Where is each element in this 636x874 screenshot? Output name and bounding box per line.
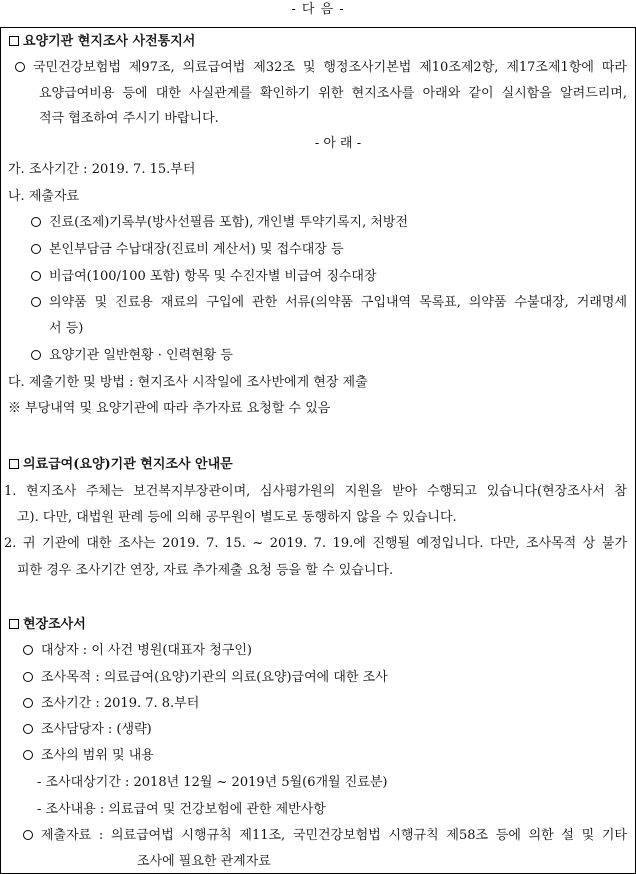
circle-bullet-icon	[31, 217, 41, 227]
list-item	[31, 265, 635, 289]
section-heading-field-survey	[9, 613, 635, 637]
intro-line-2: 요양급여비용 등에 대한 사실관계를 확인하기 위한 현지조사를 아래와 같이 실시함을 알려드리며,	[39, 86, 627, 101]
list-item-text: 제출자료 : 의료급여법 시행규칙 제11조, 국민건강보험법 시행규칙 제58조 등에 의한 설 및 기타	[41, 828, 627, 843]
list-item	[23, 639, 635, 663]
list-item	[23, 692, 635, 716]
list-item	[23, 744, 635, 768]
section-title: 요양기관 현지조사 사전통지서	[23, 34, 196, 49]
list-item-text: 본인부담금 수납대장(진료비 계산서) 및 접수대장 등	[49, 242, 344, 257]
period-line: 가. 조사기간 : 2019. 7. 15.부터	[8, 162, 196, 177]
guide-line-4: 피한 경우 조사기간 연장, 자료 추가제출 요청 등을 할 수 있습니다.	[17, 563, 394, 578]
intro-text: 국민건강보험법 제97조, 의료급여법 제32조 및 행정조사기본법 제10조제2항, 제17조제1항에 따라	[33, 60, 627, 75]
guide-line-1: 1. 현지조사 주체는 보건복지부장관이며, 심사평가원의 지원을 받아 수행되고 있습니다(현장조사서 참	[4, 484, 627, 499]
list-item-continuation: 서 등)	[49, 321, 84, 336]
intro-line-1	[15, 56, 627, 80]
arae-label: - 아 래 -	[314, 136, 362, 151]
list-item-text: 조사담당자 : (생략)	[41, 722, 152, 737]
list-item-text: 의약품 및 진료용 재료의 구입에 관한 서류(의약품 구입내역 목록표, 의약품 수불대장, 거래명세	[49, 295, 627, 310]
circle-bullet-icon	[31, 350, 41, 360]
scope-content-line: - 조사내용 : 의료급여 및 건강보험에 관한 제반사항	[37, 802, 326, 817]
section-heading-prior-notice	[9, 30, 635, 54]
square-bullet-icon	[9, 36, 19, 46]
list-item-text: 진료(조제)기록부(방사선필름 포함), 개인별 투약기록지, 처방전	[49, 215, 409, 230]
documents-heading: 나. 제출자료	[8, 189, 80, 204]
list-item	[23, 718, 635, 742]
list-item	[31, 238, 635, 262]
scope-period-line: - 조사대상기간 : 2018년 12월 ~ 2019년 5월(6개월 진료분)	[37, 775, 388, 790]
note-line: ※ 부당내역 및 요양기관에 따라 추가자료 요청할 수 있음	[8, 401, 331, 416]
page-header: - 다 음 -	[291, 2, 345, 17]
list-item-text: 조사기간 : 2019. 7. 8.부터	[41, 696, 200, 711]
list-item-text: 조사목적 : 의료급여(요양)기관의 의료(요양)급여에 대한 조사	[41, 670, 388, 685]
list-item	[31, 291, 627, 315]
circle-bullet-icon	[23, 724, 33, 734]
circle-bullet-icon	[23, 698, 33, 708]
circle-bullet-icon	[23, 645, 33, 655]
circle-bullet-icon	[31, 271, 41, 281]
intro-line-3: 적극 협조하여 주시기 바랍니다.	[39, 111, 219, 126]
notice-box	[0, 27, 636, 874]
list-item-text: 비급여(100/100 포함) 항목 및 수진자별 비급여 징수대장	[49, 269, 377, 284]
section-title: 현장조사서	[23, 617, 86, 632]
circle-bullet-icon	[15, 62, 25, 72]
square-bullet-icon	[9, 619, 19, 629]
list-item	[31, 211, 635, 235]
circle-bullet-icon	[31, 244, 41, 254]
list-item	[23, 824, 627, 848]
guide-line-2: 고). 다만, 대법원 판례 등에 의해 공무원이 별도로 동행하지 않을 수 있습니다.	[17, 510, 457, 525]
section-heading-guide	[9, 453, 635, 477]
list-item-text: 요양기관 일반현황 · 인력현황 등	[49, 348, 233, 363]
circle-bullet-icon	[31, 297, 41, 307]
deadline-line: 다. 제출기한 및 방법 : 현지조사 시작일에 조사반에게 현장 제출	[8, 375, 368, 390]
circle-bullet-icon	[23, 750, 33, 760]
list-item-text: 대상자 : 이 사건 병원(대표자 청구인)	[41, 643, 252, 658]
square-bullet-icon	[9, 459, 19, 469]
docs-continuation: 조사에 필요한 관계자료	[137, 854, 271, 869]
list-item	[23, 666, 635, 690]
guide-line-3: 2. 귀 기관에 대한 조사는 2019. 7. 15. ~ 2019. 7. 19.에 진행될 예정입니다. 다만, 조사목적 상 불가	[4, 536, 627, 551]
list-item-text: 조사의 범위 및 내용	[41, 748, 154, 763]
section-title: 의료급여(요양)기관 현지조사 안내문	[23, 457, 233, 472]
circle-bullet-icon	[23, 830, 33, 840]
list-item	[31, 344, 635, 368]
circle-bullet-icon	[23, 672, 33, 682]
